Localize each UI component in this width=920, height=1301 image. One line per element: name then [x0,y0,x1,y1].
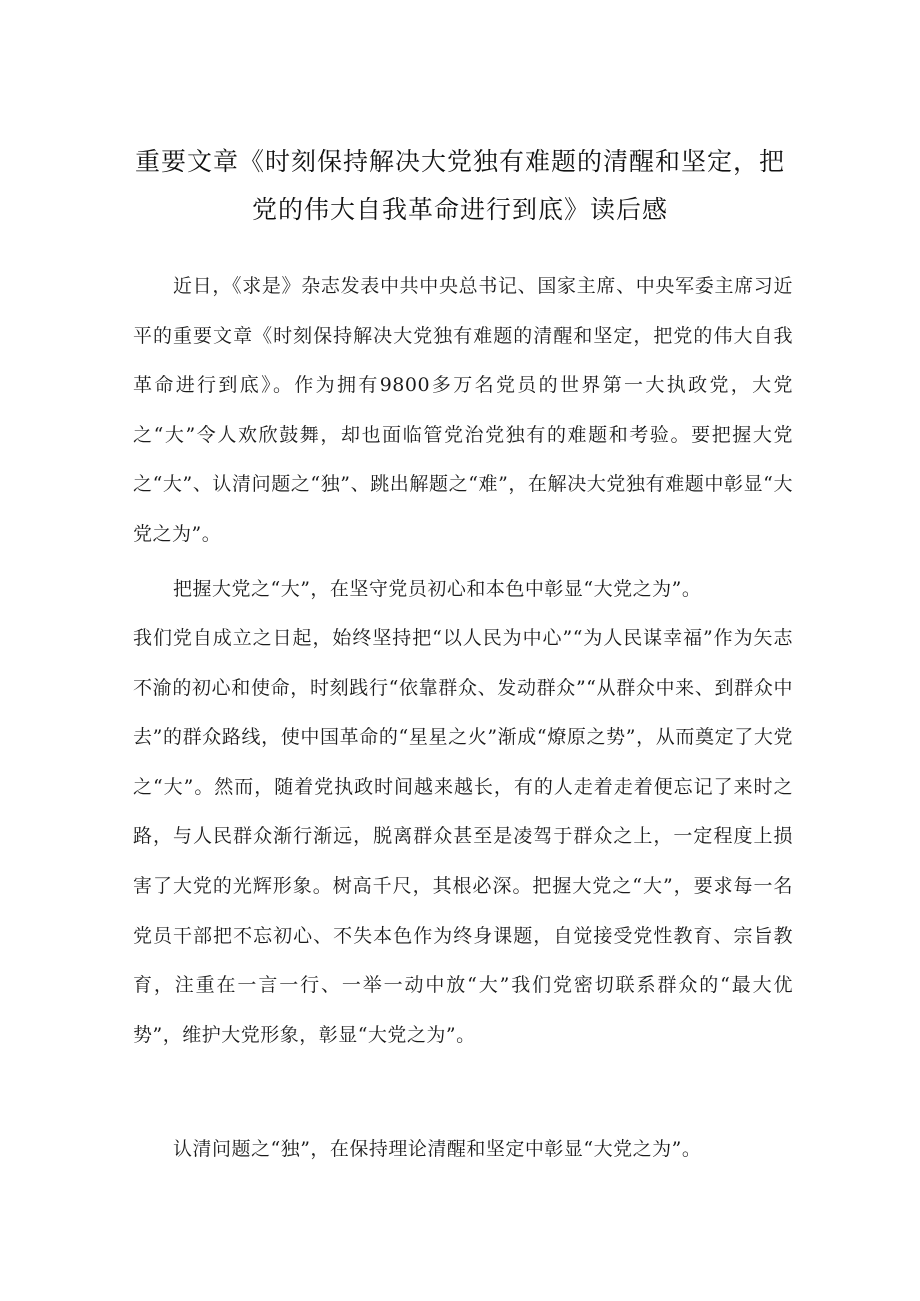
section-heading-2: 认清问题之“独”，在保持理论清醒和坚定中彰显“大党之为”。 [173,1138,702,1160]
paragraph-section-1: 我们党自成立之日起，始终坚持把“以人民为中心”“为人民谋幸福”作为矢志不渝的初心和使命，时刻践行“依靠群众、发动群众”“从群众中来、到群众中去”的群众路线，使中国革命的“星星之火”渐成“燎原之势”，从而奠定了大党之“大”。然而，随着党执政时间越来越长，有的人走着走着便忘记了来时之路，与人民群众渐行渐远，脱离群众甚至是凌驾于群众之上，一定程度上损害了大党的光辉形象。树高千尺，其根必深。把握大党之“大”，要求每一名党员干部把不忘初心、不失本色作为终身课题，自觉接受党性教育、宗旨教育，注重在一言一行、一举一动中放“大”我们党密切联系群众的“最大优势”，维护大党形象，彰显“大党之为”。 [133,627,793,1046]
document-title: 重要文章《时刻保持解决大党独有难题的清醒和坚定，把党的伟大自我革命进行到底》读后感 [134,147,785,224]
section-heading-1: 把握大党之“大”，在坚守党员初心和本色中彰显“大党之为”。 [173,578,702,600]
paragraph-intro: 近日，《求是》杂志发表中共中央总书记、国家主席、中央军委主席习近平的重要文章《时刻保持解决大党独有难题的清醒和坚定，把党的伟大自我革命进行到底》。作为拥有9800多万名党员的世界第一大执政党，大党之“大”令人欢欣鼓舞，却也面临管党治党独有的难题和考验。要把握大党之“大”、认清问题之“独”、跳出解题之“难”，在解决大党独有难题中彰显“大党之为”。 [133,275,793,545]
